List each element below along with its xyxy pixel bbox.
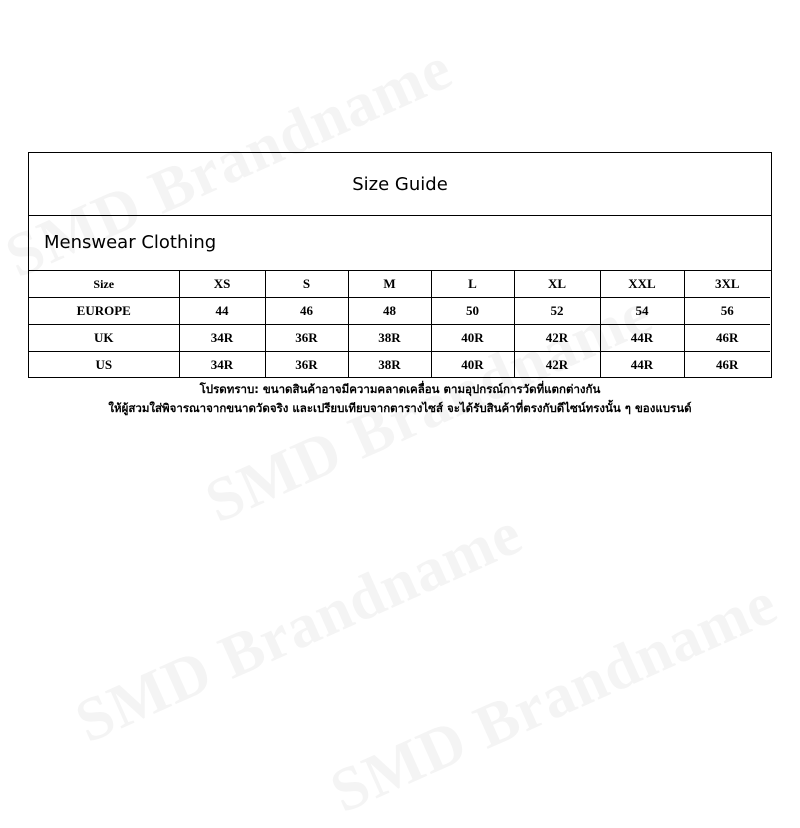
header-cell: 3XL: [684, 271, 770, 298]
table-cell: 42R: [514, 325, 600, 352]
table-row: [29, 325, 770, 352]
table-cell: 42R: [514, 352, 600, 379]
table-cell: 54: [600, 298, 684, 325]
header-cell: XL: [514, 271, 600, 298]
table-row: [29, 298, 770, 325]
table-cell: 46: [265, 298, 348, 325]
table-row: [29, 352, 770, 379]
header-cell: L: [431, 271, 514, 298]
size-guide-title: Size Guide: [29, 153, 771, 216]
row-label: EUROPE: [29, 298, 179, 325]
header-cell: S: [265, 271, 348, 298]
table-cell: 38R: [348, 325, 431, 352]
table-cell: 50: [431, 298, 514, 325]
table-cell: 52: [514, 298, 600, 325]
table-cell: 44R: [600, 325, 684, 352]
category-heading: Menswear Clothing: [29, 215, 771, 271]
table-cell: 34R: [179, 352, 265, 379]
header-cell: XS: [179, 271, 265, 298]
size-chart: [29, 271, 770, 378]
table-cell: 48: [348, 298, 431, 325]
table-cell: 38R: [348, 352, 431, 379]
table-cell: 46R: [684, 352, 770, 379]
table-cell: 44R: [600, 352, 684, 379]
table-cell: 36R: [265, 352, 348, 379]
table-row: [29, 271, 770, 298]
table-cell: 46R: [684, 325, 770, 352]
row-label: UK: [29, 325, 179, 352]
size-disclaimer: [0, 380, 800, 418]
table-cell: 40R: [431, 352, 514, 379]
watermark: [66, 498, 533, 758]
disclaimer-line: ให้ผู้สวมใส่พิจารณาจากขนาดวัดจริง และเปรียบเทียบจากตารางไซส์ จะได้รับสินค้าที่ตรงกับดีไซน์ทรงนั้น ๆ ของแบรนด์: [108, 401, 692, 415]
table-cell: 56: [684, 298, 770, 325]
row-label: US: [29, 352, 179, 379]
table-cell: 40R: [431, 325, 514, 352]
size-guide-table: [28, 152, 772, 378]
watermark: [321, 568, 788, 828]
table-cell: 36R: [265, 325, 348, 352]
disclaimer-line: โปรดทราบ: ขนาดสินค้าอาจมีความคลาดเคลื่อน ตามอุปกรณ์การวัดที่แตกต่างกัน: [199, 382, 601, 396]
header-cell-size: Size: [29, 271, 179, 298]
header-cell: M: [348, 271, 431, 298]
table-cell: 44: [179, 298, 265, 325]
header-cell: XXL: [600, 271, 684, 298]
table-cell: 34R: [179, 325, 265, 352]
